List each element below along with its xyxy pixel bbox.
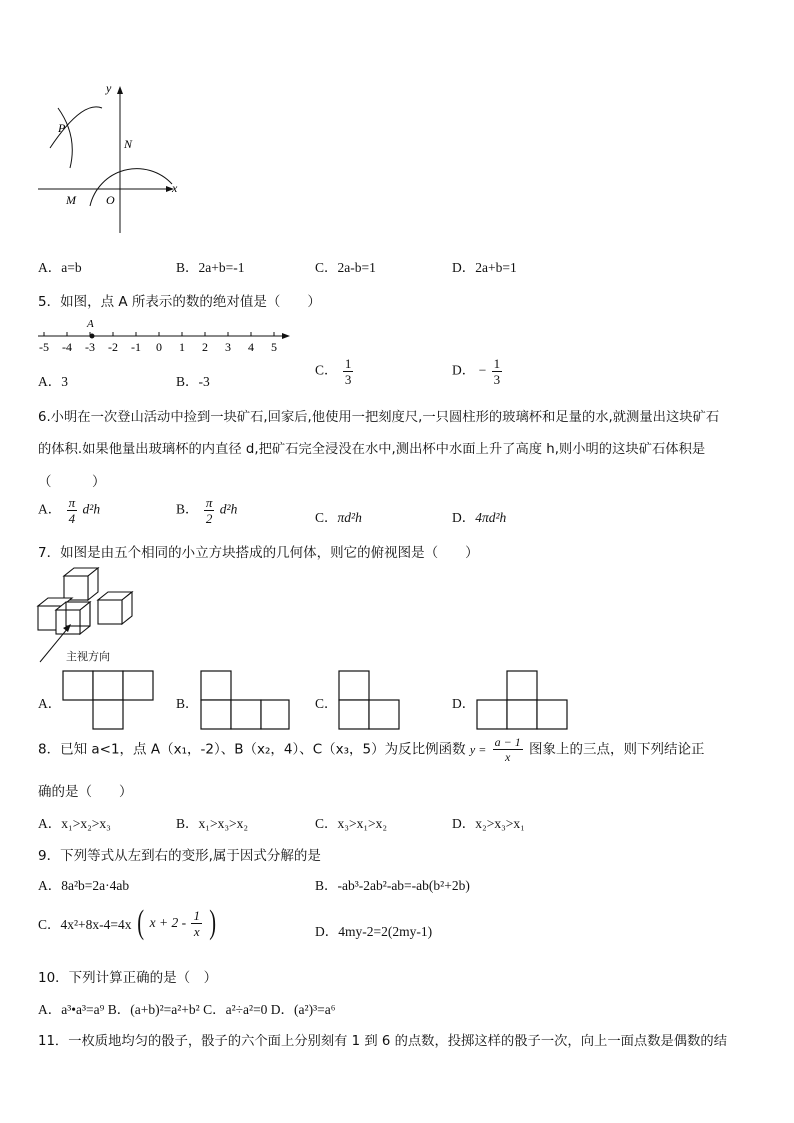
q6-option-c-expr: πd²h: [337, 510, 362, 525]
q5-tick-label: -5: [39, 340, 49, 354]
q9-option-c-fraction: [191, 909, 202, 938]
q7-option-b-label: B．: [176, 696, 199, 711]
q6-line-2: 的体积.如果他量出玻璃杯的内直径 d,把矿石完全浸没在水中,测出杯中水面上升了高度 h,则小明的这块矿石体积是: [38, 442, 706, 457]
q8-stem-line-2: 确的是（ ）: [38, 784, 133, 800]
q4-point-p-label: P: [58, 121, 66, 135]
q5-option-d-num: 1: [493, 356, 501, 371]
q4-option-a: A．a=b: [38, 260, 82, 275]
q9-option-c-num: 1: [193, 907, 200, 923]
q8-function-y: y =: [469, 742, 487, 757]
q7-option-c-label: C．: [315, 696, 338, 711]
q5-option-c-prefix: C．: [315, 362, 338, 378]
q5-tick-label: -2: [108, 340, 118, 354]
q4-coordinate-figure: [30, 78, 190, 238]
q5-tick-label: 2: [202, 340, 208, 354]
q9-option-c-paren-right: ): [209, 904, 217, 941]
q4-point-o-label: O: [106, 193, 115, 207]
q5-tick-label: 3: [225, 340, 231, 354]
q8-stem-pre: 8．已知 a<1，点 A（x₁，-2）、B（x₂，4）、C（x₃，5）为反比例函数: [38, 741, 466, 758]
q7-view-label: 主视方向: [66, 650, 110, 663]
q6-line-1: 6.小明在一次登山活动中捡到一块矿石,回家后,他使用一把刻度尺,一只圆柱形的玻璃杯和足量的水,就测量出这块矿石: [38, 410, 720, 425]
q9-option-c-den: x: [193, 923, 200, 939]
q5-tick-label: -4: [62, 340, 72, 354]
q8-function-fraction: [493, 736, 523, 763]
q5-option-c: [315, 357, 355, 386]
q5-tick-label: 0: [156, 340, 162, 354]
q9-option-b: B．-ab³-2ab²-ab=-ab(b²+2b): [315, 878, 470, 893]
q7-option-b-grid: [200, 670, 292, 732]
q6-option-b-prefix: B．: [176, 501, 199, 517]
q6-option-b-num: π: [205, 495, 213, 510]
q9-option-c-paren-left: (: [137, 904, 144, 941]
q8-function-den: x: [505, 750, 511, 764]
q5-option-b: B．-3: [176, 374, 210, 389]
q8-stem-post: 图象上的三点，则下列结论正: [529, 741, 705, 758]
q9-option-a: A．8a²b=2a·4ab: [38, 878, 130, 893]
q5-option-c-den: 3: [344, 372, 352, 387]
q6-option-b-den: 2: [205, 511, 213, 526]
q5-number-line: [30, 314, 300, 358]
q4-option-b: B．2a+b=-1: [176, 260, 245, 275]
q6-option-a-prefix: A．: [38, 501, 62, 517]
q11-line-1: 11．一枚质地均匀的骰子，骰子的六个面上分别刻有 1 到 6 的点数，投掷这样的骰子一次，向上一面点数是偶数的结: [38, 1034, 727, 1049]
q4-point-n-label: N: [124, 137, 133, 151]
q5-tick-label: 1: [179, 340, 185, 354]
q6-option-c: [315, 506, 362, 526]
q10-options: A．a³•a³=a⁹ B．(a+b)²=a²+b² C．a²÷a²=0 D．(a²)³=a⁶: [38, 1002, 336, 1017]
q5-option-d-sign: −: [478, 362, 487, 378]
q5-option-a: A．3: [38, 374, 68, 389]
q5-point-a-label: A: [87, 318, 94, 330]
q6-option-b: [176, 496, 237, 525]
q9-option-c-pre: C．4x²+8x-4=4x: [38, 917, 132, 932]
q4-axis-y-label: y: [106, 81, 112, 95]
q7-option-a-label: A．: [38, 696, 62, 711]
q8-option-b: B．x₁>x₃>x₂: [176, 816, 249, 831]
q6-option-d: [452, 506, 506, 526]
q5-stem: 5．如图，点 A 所表示的数的绝对值是（ ）: [38, 294, 321, 310]
q5-tick-label: 4: [248, 340, 254, 354]
q6-option-c-prefix: C．: [315, 510, 338, 525]
q6-option-d-prefix: D．: [452, 510, 476, 525]
q4-option-d: D．2a+b=1: [452, 260, 517, 275]
q7-option-d-label: D．: [452, 696, 476, 711]
q4-axis-x-label: x: [172, 181, 178, 195]
q5-option-c-fraction: [343, 357, 354, 386]
q7-option-d-grid: [476, 670, 570, 732]
q6-line-3: （ ）: [38, 474, 106, 490]
q6-option-b-tail: d²h: [219, 501, 238, 517]
q6-option-a-den: 4: [68, 511, 76, 526]
q5-tick-label: 5: [271, 340, 277, 354]
q7-option-c-grid: [338, 670, 402, 732]
q6-option-a-tail: d²h: [82, 501, 101, 517]
q7-stem: 7．如图是由五个相同的小立方块搭成的几何体，则它的俯视图是（ ）: [38, 545, 479, 561]
q5-option-d: [452, 357, 504, 386]
q9-option-c-inner: x + 2 -: [149, 915, 187, 930]
q9-stem: 9．下列等式从左到右的变形,属于因式分解的是: [38, 848, 321, 864]
q6-option-a-fraction: [67, 496, 78, 525]
q6-option-b-fraction: [204, 496, 215, 525]
q5-option-d-fraction: [492, 357, 503, 386]
q5-tick-label: -3: [85, 340, 95, 354]
q10-stem: 10．下列计算正确的是（ ）: [38, 970, 218, 986]
q6-option-d-expr: 4πd²h: [475, 510, 507, 525]
q9-option-d: D．4my-2=2(2my-1): [315, 924, 433, 939]
q6-option-a-num: π: [68, 495, 76, 510]
q8-option-d: D．x₂>x₃>x₁: [452, 816, 525, 831]
q5-point-a-dot: [90, 334, 95, 339]
q7-option-a-grid: [62, 670, 154, 732]
q5-option-d-den: 3: [493, 372, 501, 387]
q8-option-a: A．x₁>x₂>x₃: [38, 816, 111, 831]
q4-option-c: C．2a-b=1: [315, 260, 376, 275]
q5-tick-label: -1: [131, 340, 141, 354]
q6-option-a: [38, 496, 100, 525]
q8-function-num: a − 1: [494, 735, 521, 749]
q9-option-c: [38, 906, 219, 940]
q5-option-d-prefix: D．: [452, 362, 476, 378]
q8-option-c: C．x₃>x₁>x₂: [315, 816, 388, 831]
q8-stem-line-1: [38, 736, 705, 763]
q4-point-m-label: M: [66, 193, 76, 207]
q5-option-c-num: 1: [344, 356, 352, 371]
